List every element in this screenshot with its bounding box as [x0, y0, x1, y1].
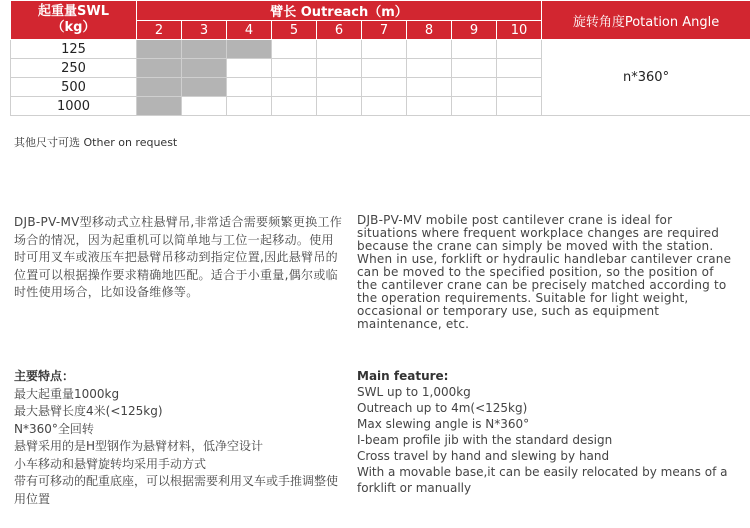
- outreach-value-8: 8: [407, 21, 452, 40]
- empty-cell: [497, 40, 542, 59]
- outreach-value-9: 9: [452, 21, 497, 40]
- available-cell: [182, 40, 227, 59]
- available-cell: [137, 97, 182, 116]
- empty-cell: [452, 40, 497, 59]
- swl-value: 125: [11, 40, 137, 59]
- feature-cn-item: 最大悬臂长度4米(<125kg): [14, 404, 163, 418]
- outreach-value-6: 6: [317, 21, 362, 40]
- description-chinese: DJB-PV-MV型移动式立柱悬臂吊,非常适合需要频繁更换工作场合的情况，因为起重机可以简单地与工位一起移动。使用时可用叉车或液压车把悬臂吊移动到指定位置,因此悬臂吊的位置可以根据操作要求精确地匹配。适合于小重量,偶尔或临时性使用场合，比如设备维修等。: [14, 215, 343, 299]
- features-english: [357, 368, 737, 496]
- empty-cell: [362, 78, 407, 97]
- empty-cell: [227, 78, 272, 97]
- table-row: [11, 40, 750, 59]
- features-chinese-title: 主要特点：: [14, 369, 75, 383]
- features-chinese: [14, 368, 344, 508]
- feature-cn-item: N*360°全回转: [14, 421, 94, 436]
- empty-cell: [497, 97, 542, 116]
- available-cell: [182, 78, 227, 97]
- empty-cell: [182, 97, 227, 116]
- outreach-value-3: 3: [182, 21, 227, 40]
- empty-cell: [452, 97, 497, 116]
- swl-header-unit: （kg）: [51, 20, 96, 35]
- empty-cell: [272, 40, 317, 59]
- available-cell: [137, 40, 182, 59]
- empty-cell: [452, 59, 497, 78]
- empty-cell: [407, 78, 452, 97]
- empty-cell: [317, 59, 362, 78]
- empty-cell: [272, 97, 317, 116]
- empty-cell: [407, 59, 452, 78]
- outreach-value-10: 10: [497, 21, 542, 40]
- feature-en-item: Outreach up to 4m(<125kg): [357, 401, 528, 415]
- empty-cell: [272, 59, 317, 78]
- spec-table: [10, 0, 750, 116]
- empty-cell: [317, 40, 362, 59]
- feature-en-item: Max slewing angle is N*360°: [357, 417, 530, 431]
- empty-cell: [362, 97, 407, 116]
- outreach-value-4: 4: [227, 21, 272, 40]
- swl-value: 500: [11, 78, 137, 97]
- empty-cell: [362, 40, 407, 59]
- available-cell: [227, 40, 272, 59]
- empty-cell: [362, 59, 407, 78]
- outreach-header: 臂长 Outreach（m）: [137, 1, 542, 21]
- rotation-value: n*360°: [542, 40, 750, 116]
- other-on-request-note: 其他尺寸可选 Other on request: [14, 136, 178, 149]
- swl-value: 1000: [11, 97, 137, 116]
- empty-cell: [227, 59, 272, 78]
- outreach-value-7: 7: [362, 21, 407, 40]
- empty-cell: [317, 97, 362, 116]
- empty-cell: [407, 97, 452, 116]
- swl-header-label: 起重量SWL: [38, 4, 109, 19]
- feature-en-item: SWL up to 1,000kg: [357, 385, 471, 399]
- feature-en-item: I-beam profile jib with the standard design: [357, 433, 613, 447]
- empty-cell: [317, 78, 362, 97]
- empty-cell: [272, 78, 317, 97]
- description-english: DJB-PV-MV mobile post cantilever crane is ideal for situations where frequent workplace changes are required because the crane can simply be moved with the station. When in use, forklift or hydraulic handlebar cantilever crane can be moved to the specified position, so the position of the cantilever crane can be precisely matched according to the operation requirements. Suitable for light weight, occasional or temporary use, such as equipment maintenance, etc.: [357, 213, 732, 331]
- swl-header: [11, 1, 137, 40]
- features-english-title: Main feature:: [357, 369, 449, 383]
- feature-cn-item: 小车移动和悬臂旋转均采用手动方式: [14, 456, 207, 471]
- feature-cn-item: 悬臂采用的是H型钢作为悬臂材料，低净空设计: [14, 439, 264, 453]
- empty-cell: [497, 59, 542, 78]
- available-cell: [137, 78, 182, 97]
- feature-cn-item: 带有可移动的配重底座，可以根据需要利用叉车或手推调整使用位置: [14, 474, 339, 506]
- available-cell: [137, 59, 182, 78]
- empty-cell: [227, 97, 272, 116]
- empty-cell: [497, 78, 542, 97]
- empty-cell: [452, 78, 497, 97]
- rotation-header: 旋转角度Potation Angle: [542, 1, 750, 40]
- outreach-value-2: 2: [137, 21, 182, 40]
- swl-value: 250: [11, 59, 137, 78]
- feature-en-item: With a movable base,it can be easily relocated by means of a forklift or manually: [357, 465, 728, 495]
- empty-cell: [407, 40, 452, 59]
- feature-cn-item: 最大起重量1000kg: [14, 386, 120, 401]
- outreach-value-5: 5: [272, 21, 317, 40]
- feature-en-item: Cross travel by hand and slewing by hand: [357, 449, 610, 463]
- available-cell: [182, 59, 227, 78]
